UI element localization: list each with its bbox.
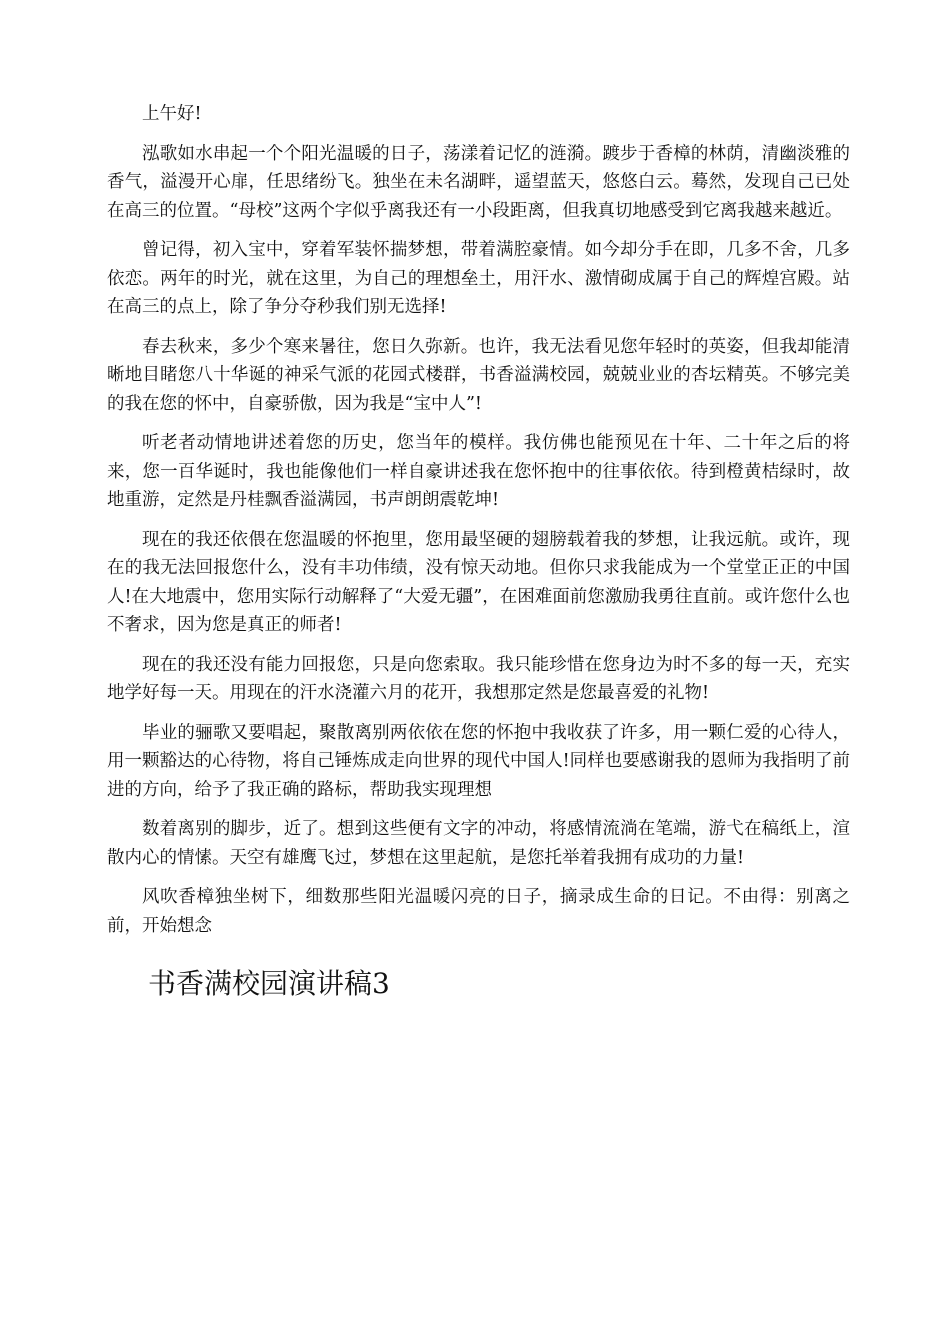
document-page	[107, 100, 850, 1002]
body-paragraph: 曾记得，初入宝中，穿着军装怀揣梦想，带着满腔豪情。如今却分手在即，几多不舍，几多依恋。两年的时光，就在这里，为自己的理想垒土，用汗水、激情砌成属于自己的辉煌宫殿。站在高三的点上，除了争分夺秒我们别无选择!	[107, 240, 850, 317]
greeting-paragraph: 上午好!	[142, 104, 202, 124]
body-paragraph: 数着离别的脚步，近了。想到这些便有文字的冲动，将感情流淌在笔端，游弋在稿纸上，渲散内心的情愫。天空有雄鹰飞过，梦想在这里起航，是您托举着我拥有成功的力量!	[107, 819, 850, 868]
body-paragraph: 现在的我还没有能力回报您，只是向您索取。我只能珍惜在您身边为时不多的每一天，充实地学好每一天。用现在的汗水浇灌六月的花开，我想那定然是您最喜爱的礼物!	[107, 654, 850, 703]
body-paragraph: 春去秋来，多少个寒来暑往，您日久弥新。也许，我无法看见您年轻时的英姿，但我却能清晰地目睹您八十华诞的神采气派的花园式楼群，书香溢满校园，兢兢业业的杏坛精英。不够完美的我在您的怀中，自豪骄傲，因为我是“宝中人”!	[107, 336, 850, 414]
section-heading: 书香满校园演讲稿3	[148, 967, 390, 1000]
body-paragraph: 风吹香樟独坐树下，细数那些阳光温暖闪亮的日子，摘录成生命的日记。不由得：别离之前，开始想念	[107, 887, 850, 936]
body-paragraph: 泓歌如水串起一个个阳光温暖的日子，荡漾着记忆的涟漪。踱步于香樟的林荫，清幽淡雅的香气，溢漫开心扉，任思绪纷飞。独坐在未名湖畔，遥望蓝天，悠悠白云。蓦然，发现自己已处在高三的位置。“母校”这两个字似乎离我还有一小段距离，但我真切地感受到它离我越来越近。	[107, 143, 850, 221]
body-paragraph: 听老者动情地讲述着您的历史，您当年的模样。我仿佛也能预见在十年、二十年之后的将来，您一百华诞时，我也能像他们一样自豪讲述我在您怀抱中的往事依依。待到橙黄桔绿时，故地重游，定然是丹桂飘香溢满园，书声朗朗震乾坤!	[107, 433, 850, 510]
body-paragraph: 现在的我还依偎在您温暖的怀抱里，您用最坚硬的翅膀载着我的梦想，让我远航。或许，现在的我无法回报您什么，没有丰功伟绩，没有惊天动地。但你只求我能成为一个堂堂正正的中国人!在大地震中，您用实际行动解释了“大爱无疆”，在困难面前您激励我勇往直前。或许您什么也不奢求，因为您是真正的师者!	[107, 529, 850, 635]
body-paragraph: 毕业的骊歌又要唱起，聚散离别两依依在您的怀抱中我收获了许多，用一颗仁爱的心待人，用一颗豁达的心待物，将自己锤炼成走向世界的现代中国人!同样也要感谢我的恩师为我指明了前进的方向，给予了我正确的路标，帮助我实现理想	[107, 722, 850, 800]
